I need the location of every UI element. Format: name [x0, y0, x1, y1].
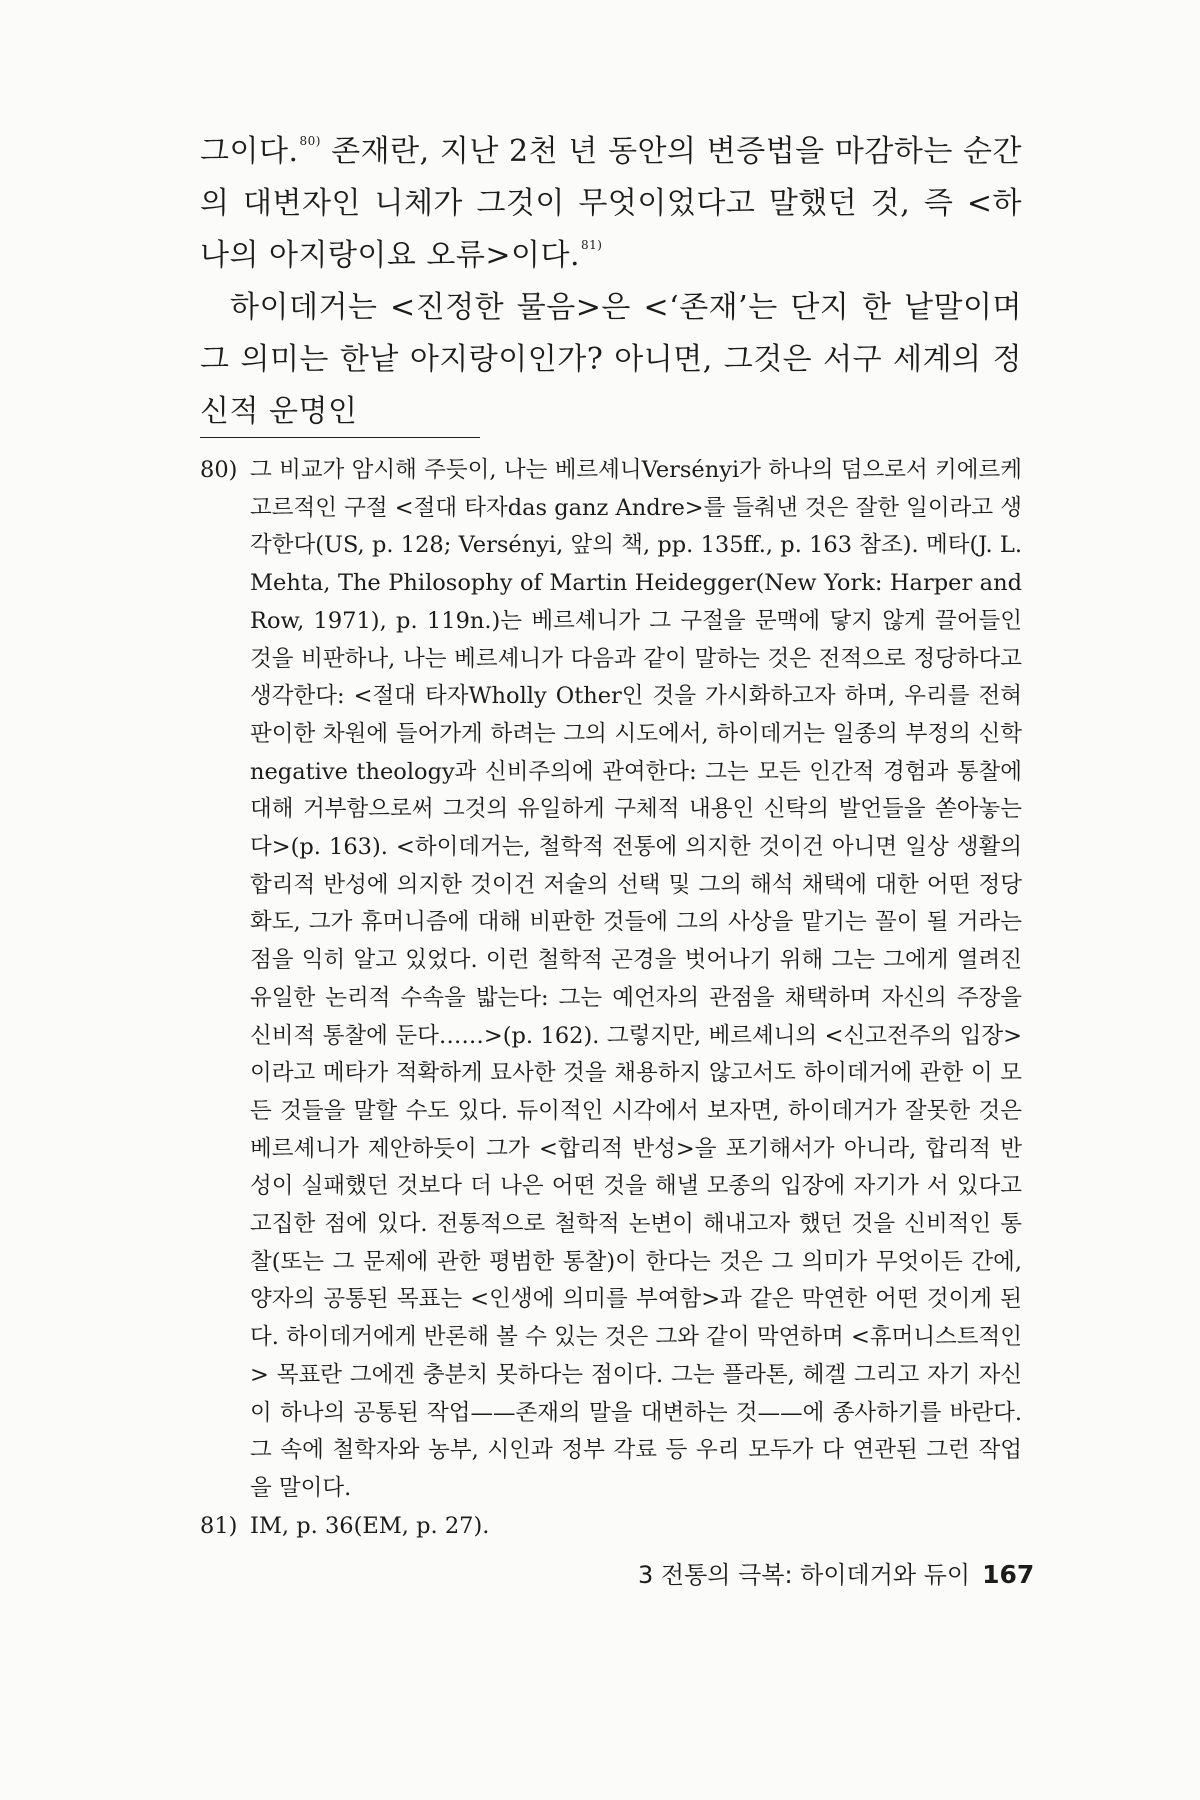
footnotes — [200, 452, 1022, 1545]
footnote-number: 80) — [200, 457, 238, 483]
paragraph-2: 하이데거는 <진정한 물음>은 <‘존재’는 단지 한 낱말이며 그 의미는 한낱 아지랑이인가? 아니면, 그것은 서구 세계의 정신적 운명인 — [200, 290, 1022, 429]
running-title: 3 전통의 극복: 하이데거와 듀이 — [638, 1561, 971, 1589]
footnote-81 — [200, 1508, 1022, 1546]
footnote-80 — [200, 452, 1022, 1508]
footnote-number: 81) — [200, 1512, 238, 1539]
footnote-divider — [200, 437, 480, 438]
paragraph-1 — [200, 126, 1022, 282]
footnote-text: 그 비교가 암시해 주듯이, 나는 베르셰니Versényi가 하나의 덤으로서 키에르케고르적인 구절 <절대 타자das ganz Andre>를 들춰낸 것은 잘한 일이라고 생각한다(US, p. 128; Versényi, 앞의 책, pp. 135ff., p. 163 참조). 메타(J. L. Mehta, The Philosophy of Martin Heidegger(New York: Harper and Row, 1971), p. 119n.)는 베르셰니가 그 구절을 문맥에 닿지 않게 끌어들인 것을 비판하나, 나는 베르셰니가 다음과 같이 말하는 것은 전적으로 정당하다고 생각한다: <절대 타자Wholly Other인 것을 가시화하고자 하며, 우리를 전혀 판이한 차원에 들어가게 하려는 그의 시도에서, 하이데거는 일종의 부정의 신학 negative theology과 신비주의에 관여한다: 그는 모든 인간적 경험과 통찰에 대해 거부함으로써 그것의 유일하게 구체적 내용인 신탁의 발언들을 쏟아놓는다>(p. 163). <하이데거는, 철학적 전통에 의지한 것이건 아니면 일상 생활의 합리적 반성에 의지한 것이건 저술의 선택 및 그의 해석 채택에 대한 어떤 정당화도, 그가 휴머니즘에 대해 비판한 것들에 그의 사상을 맡기는 꼴이 될 거라는 점을 익히 알고 있었다. 이런 철학적 곤경을 벗어나기 위해 그는 그에게 열려진 유일한 논리적 수속을 밟는다: 그는 예언자의 관점을 채택하며 자신의 주장을 신비적 통찰에 둔다……>(p. 162). 그렇지만, 베르셰니의 <신고전주의 입장>이라고 메타가 적확하게 묘사한 것을 채용하지 않고서도 하이데거에 관한 이 모든 것들을 말할 수도 있다. 듀이적인 시각에서 보자면, 하이데거가 잘못한 것은 베르셰니가 제안하듯이 그가 <합리적 반성>을 포기해서가 아니라, 합리적 반성이 실패했던 것보다 더 나은 어떤 것을 해낼 모종의 입장에 자기가 서 있다고 고집한 점에 있다. 전통적으로 철학적 논변이 해내고자 했던 것을 신비적인 통찰(또는 그 문제에 관한 평범한 통찰)이 한다는 것은 그 의미가 무엇이든 간에, 양자의 공통된 목표는 <인생에 의미를 부여함>과 같은 막연한 어떤 것이게 된다. 하이데거에게 반론해 볼 수 있는 것은 그와 같이 막연하며 <휴머니스트적인> 목표란 그에겐 충분치 못하다는 점이다. 그는 플라톤, 헤겔 그리고 자기 자신이 하나의 공통된 작업——존재의 말을 대변하는 것——에 종사하기를 바란다. 그 속에 철학자와 농부, 시인과 정부 각료 등 우리 모두가 다 연관된 그런 작업을 말이다. — [250, 457, 1022, 1501]
footnote-ref-81[interactable]: 81) — [581, 238, 603, 252]
footnote-text: IM, p. 36(EM, p. 27). — [250, 1512, 490, 1539]
paragraph-1-rest: 존재란, 지난 2천 년 동안의 변증법을 마감하는 순간의 대변자인 니체가 그것이 무엇이었다고 말했던 것, 즉 <하나의 아지랑이요 오류>이다. — [200, 134, 1022, 273]
paragraph-1-start: 그이다. — [200, 134, 299, 169]
footnote-ref-80[interactable]: 80) — [299, 134, 321, 148]
main-text — [200, 126, 1022, 438]
page-footer — [638, 1555, 1034, 1590]
page-number: 167 — [982, 1560, 1035, 1589]
